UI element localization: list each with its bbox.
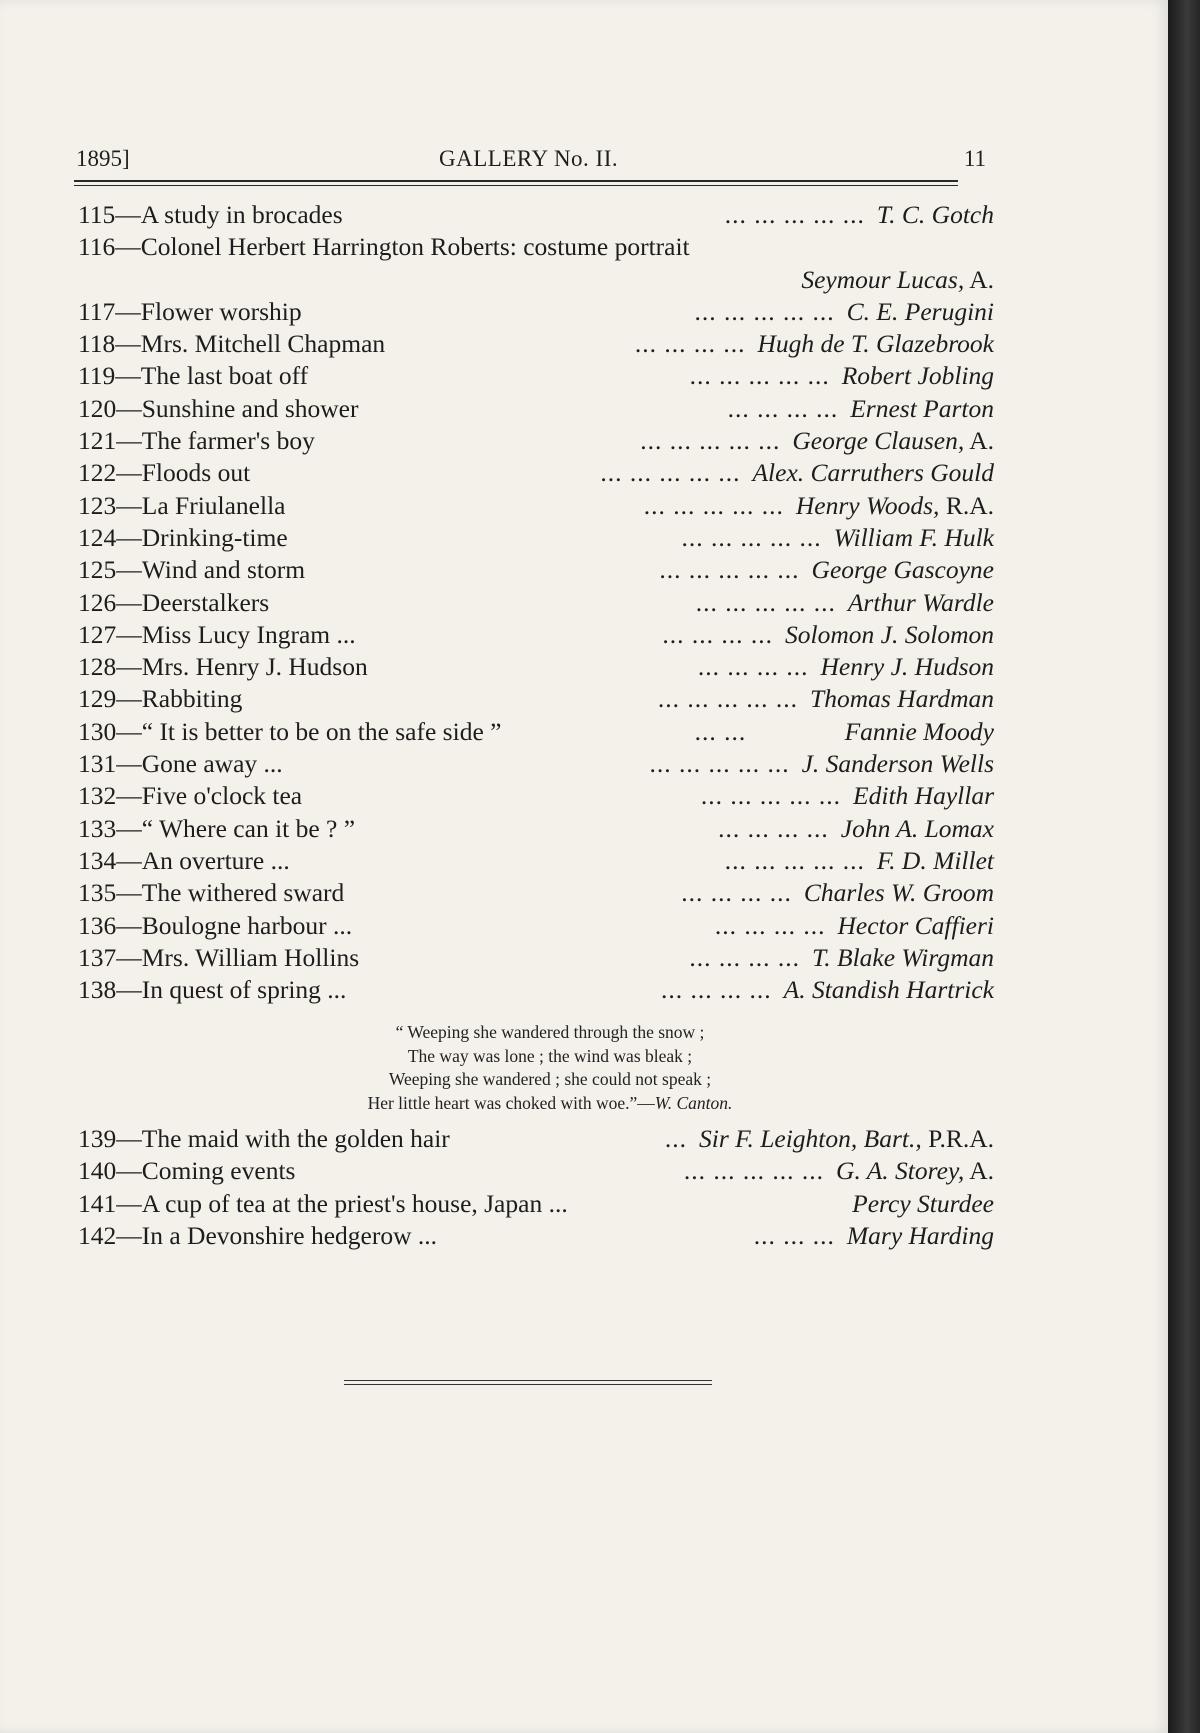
entry-artist (796, 490, 994, 522)
entry-leader-dots: ... ... ... ... ... (640, 426, 781, 456)
entry-leader-dots: ... ... ... ... ... (695, 587, 836, 617)
catalogue-entry (78, 1155, 994, 1187)
entry-leader-dots: ... ... ... ... ... (681, 522, 822, 552)
artist-name: Seymour Lucas, (801, 264, 965, 294)
catalogue-entry (78, 910, 994, 942)
artist-name: George Clausen, (792, 426, 965, 456)
entry-title: 130—“ It is better to be on the safe side ” (78, 716, 502, 746)
entry-leader-dots: ... ... ... ... ... (649, 749, 790, 779)
entry-title: 128—Mrs. Henry J. Hudson (78, 652, 368, 682)
entry-title: 125—Wind and storm (78, 555, 306, 585)
entry-leader-dots: ... ... ... ... (661, 975, 772, 1005)
artist-honour: R.A. (939, 490, 994, 520)
entry-title: 124—Drinking-time (78, 522, 288, 552)
catalogue-entry (78, 845, 994, 877)
catalogue-entry (78, 877, 994, 909)
artist-name: Sir F. Leighton, Bart., (699, 1124, 922, 1153)
catalogue-entry (78, 683, 994, 715)
catalogue-entry (78, 360, 994, 392)
catalogue-entry (78, 425, 994, 457)
quote-line-4-text: Her little heart was choked with woe.”— (367, 1092, 655, 1113)
footer-rule (344, 1380, 712, 1381)
entry-artist (847, 296, 994, 328)
catalogue-list (78, 199, 994, 1006)
catalogue-entry (78, 231, 994, 263)
entry-title: 127—Miss Lucy Ingram ... (78, 619, 356, 649)
artist-name: Henry J. Hudson (820, 652, 994, 682)
entry-leader-dots: ... ... ... ... ... (683, 1156, 825, 1186)
artist-name: Ernest Parton (850, 393, 994, 423)
entry-title: 140—Coming events (78, 1156, 296, 1186)
artist-name: William F. Hulk (833, 522, 994, 552)
quote-line-1: “ Weeping she wandered through the snow ; (395, 1022, 705, 1042)
quote-attribution: W. Canton. (654, 1092, 733, 1113)
artist-name: C. E. Perugini (846, 296, 994, 326)
entry-title: 135—The withered sward (78, 878, 345, 908)
artist-name: Percy Sturdee (852, 1188, 994, 1218)
entry-artist (852, 1188, 994, 1220)
entry-title: 142—In a Devonshire hedgerow ... (78, 1220, 438, 1250)
entry-leader-dots: ... ... ... ... (727, 393, 839, 423)
entry-artist (802, 748, 994, 780)
artist-name: Hugh de T. Glazebrook (757, 329, 994, 359)
entry-title: 134—An overture ... (78, 845, 290, 875)
artist-honour: P.R.A. (921, 1124, 994, 1153)
catalogue-entry (78, 974, 994, 1006)
catalogue-entry (78, 1123, 994, 1155)
header-rule-thin (74, 185, 958, 186)
artist-name: Charles W. Groom (803, 878, 994, 908)
entry-artist (784, 974, 994, 1006)
artist-name: Fannie Moody (844, 716, 994, 746)
catalogue-entry (78, 457, 994, 489)
entry-title: 133—“ Where can it be ? ” (78, 813, 356, 843)
entry-leader-dots: ... ... ... ... ... (689, 361, 830, 391)
entry-artist (752, 457, 994, 489)
entry-leader-dots: ... ... ... ... ... (700, 781, 842, 811)
catalogue-entry (78, 490, 994, 522)
entry-artist (877, 845, 994, 877)
entry-artist (845, 716, 994, 748)
entry-artist (836, 1155, 994, 1187)
entry-leader-dots: ... ... ... ... (634, 329, 746, 359)
catalogue-entry (78, 748, 994, 780)
entry-leader-dots: ... ... ... ... (714, 910, 826, 940)
entry-leader-dots: ... ... ... ... ... (659, 555, 800, 585)
artist-honour: A. (964, 1156, 994, 1186)
artist-name: T. Blake Wirgman (811, 942, 994, 972)
entry-title: 117—Flower worship (78, 296, 302, 326)
catalogue-entry (78, 199, 994, 231)
entry-artist (785, 619, 994, 651)
entry-leader-dots: ... ... ... ... (697, 652, 809, 682)
entry-artist (810, 683, 994, 715)
catalogue-entry (78, 328, 994, 360)
artist-name: Alex. Carruthers Gould (752, 458, 994, 488)
entry-title: 122—Floods out (78, 458, 251, 488)
catalogue-entry (78, 813, 994, 845)
entry-leader-dots: ... ... ... (753, 1220, 835, 1250)
entry-title: 141—A cup of tea at the priest's house, Japan ... (78, 1188, 568, 1218)
artist-name: Edith Hayllar (853, 781, 994, 811)
artist-name: John A. Lomax (840, 813, 994, 843)
entry-leader-dots: ... ... ... ... (681, 878, 792, 908)
page-edge (1168, 0, 1200, 1733)
catalogue-entry (78, 1220, 994, 1252)
artist-name: Thomas Hardman (810, 684, 994, 714)
entry-artist (699, 1123, 994, 1155)
entry-title: 132—Five o'clock tea (78, 781, 303, 811)
catalogue-entry (78, 393, 994, 425)
entry-leader-dots: ... ... ... ... ... (694, 296, 835, 326)
artist-name: Robert Jobling (841, 361, 994, 391)
entry-artist (847, 1220, 994, 1252)
catalogue-entry (78, 264, 994, 296)
page-number: 11 (963, 146, 986, 171)
catalogue-list-continued (78, 1123, 994, 1252)
catalogue-entry (78, 716, 994, 748)
artist-name: A. Standish Hartrick (783, 975, 994, 1005)
entry-title: 115—A study in brocades (78, 200, 343, 229)
entry-leader-dots: ... ... ... ... ... (643, 490, 784, 520)
artist-name: Henry Woods, (795, 490, 940, 520)
catalogue-entry (78, 651, 994, 683)
entry-title: 129—Rabbiting (78, 684, 243, 714)
entry-title: 131—Gone away ... (78, 749, 283, 779)
entry-leader-dots: ... ... ... ... ... (657, 684, 799, 714)
catalogue-entry (78, 942, 994, 974)
entry-title: 123—La Friulanella (78, 490, 286, 520)
catalogue-entry (78, 296, 994, 328)
quote-line-3: Weeping she wandered ; she could not speak ; (388, 1069, 712, 1089)
entry-artist (757, 328, 994, 360)
poem-quote (200, 1021, 900, 1115)
entry-artist (801, 264, 994, 296)
entry-title: 139—The maid with the golden hair (78, 1124, 450, 1153)
artist-name: Mary Harding (846, 1220, 994, 1250)
entry-leader-dots: ... ... ... ... (662, 619, 774, 649)
entry-artist (834, 522, 994, 554)
entry-title: 116—Colonel Herbert Harrington Roberts: costume portrait (78, 232, 690, 262)
entry-leader-dots: ... (664, 1124, 688, 1153)
entry-leader-dots: ... ... ... ... ... (724, 200, 865, 229)
entry-title: 120—Sunshine and shower (78, 393, 359, 423)
entry-artist (812, 942, 994, 974)
footer-rule-thin (344, 1384, 712, 1385)
entry-artist (853, 780, 994, 812)
entry-title: 137—Mrs. William Hollins (78, 942, 360, 972)
entry-title: 119—The last boat off (78, 361, 309, 391)
entry-leader-dots: ... ... (694, 716, 747, 746)
entry-artist (841, 813, 994, 845)
artist-name: F. D. Millet (876, 845, 994, 875)
entry-artist (877, 199, 994, 231)
catalogue-entry (78, 554, 994, 586)
entry-title: 136—Boulogne harbour ... (78, 910, 353, 940)
entry-leader-dots: ... ... ... ... (718, 813, 829, 843)
entry-title: 138—In quest of spring ... (78, 975, 347, 1005)
entry-leader-dots: ... ... ... ... ... (724, 845, 865, 875)
header-year: 1895] (76, 146, 130, 171)
catalogue-entry (78, 619, 994, 651)
entry-artist (812, 554, 994, 586)
quote-line-4 (200, 1092, 900, 1116)
entry-artist (842, 360, 994, 392)
catalogue-entry (78, 522, 994, 554)
artist-honour: A. (964, 426, 994, 456)
entry-leader-dots: ... ... ... ... ... (600, 458, 741, 488)
artist-name: Solomon J. Solomon (785, 619, 994, 649)
entry-artist (820, 651, 994, 683)
artist-name: Arthur Wardle (847, 587, 994, 617)
artist-name: Hector Caffieri (837, 910, 994, 940)
quote-line-2: The way was lone ; the wind was bleak ; (407, 1045, 693, 1066)
running-head (76, 140, 986, 180)
entry-title: 121—The farmer's boy (78, 426, 315, 456)
entry-leader-dots: ... ... ... ... (689, 942, 800, 972)
entry-artist (837, 910, 994, 942)
header-rule (74, 180, 958, 182)
catalogue-entry (78, 780, 994, 812)
artist-name: G. A. Storey, (836, 1156, 965, 1186)
artist-name: J. Sanderson Wells (801, 749, 994, 779)
entry-artist (850, 393, 994, 425)
catalogue-entry (78, 1188, 994, 1220)
entry-title: 118—Mrs. Mitchell Chapman (78, 329, 386, 359)
entry-artist (804, 877, 994, 909)
artist-name: George Gascoyne (811, 555, 994, 585)
artist-name: T. C. Gotch (876, 200, 994, 229)
entry-artist (848, 587, 994, 619)
header-title: GALLERY No. II. (439, 146, 619, 171)
artist-honour: A. (964, 264, 994, 294)
entry-artist (792, 425, 994, 457)
catalogue-entry (78, 587, 994, 619)
entry-title: 126—Deerstalkers (78, 587, 270, 617)
